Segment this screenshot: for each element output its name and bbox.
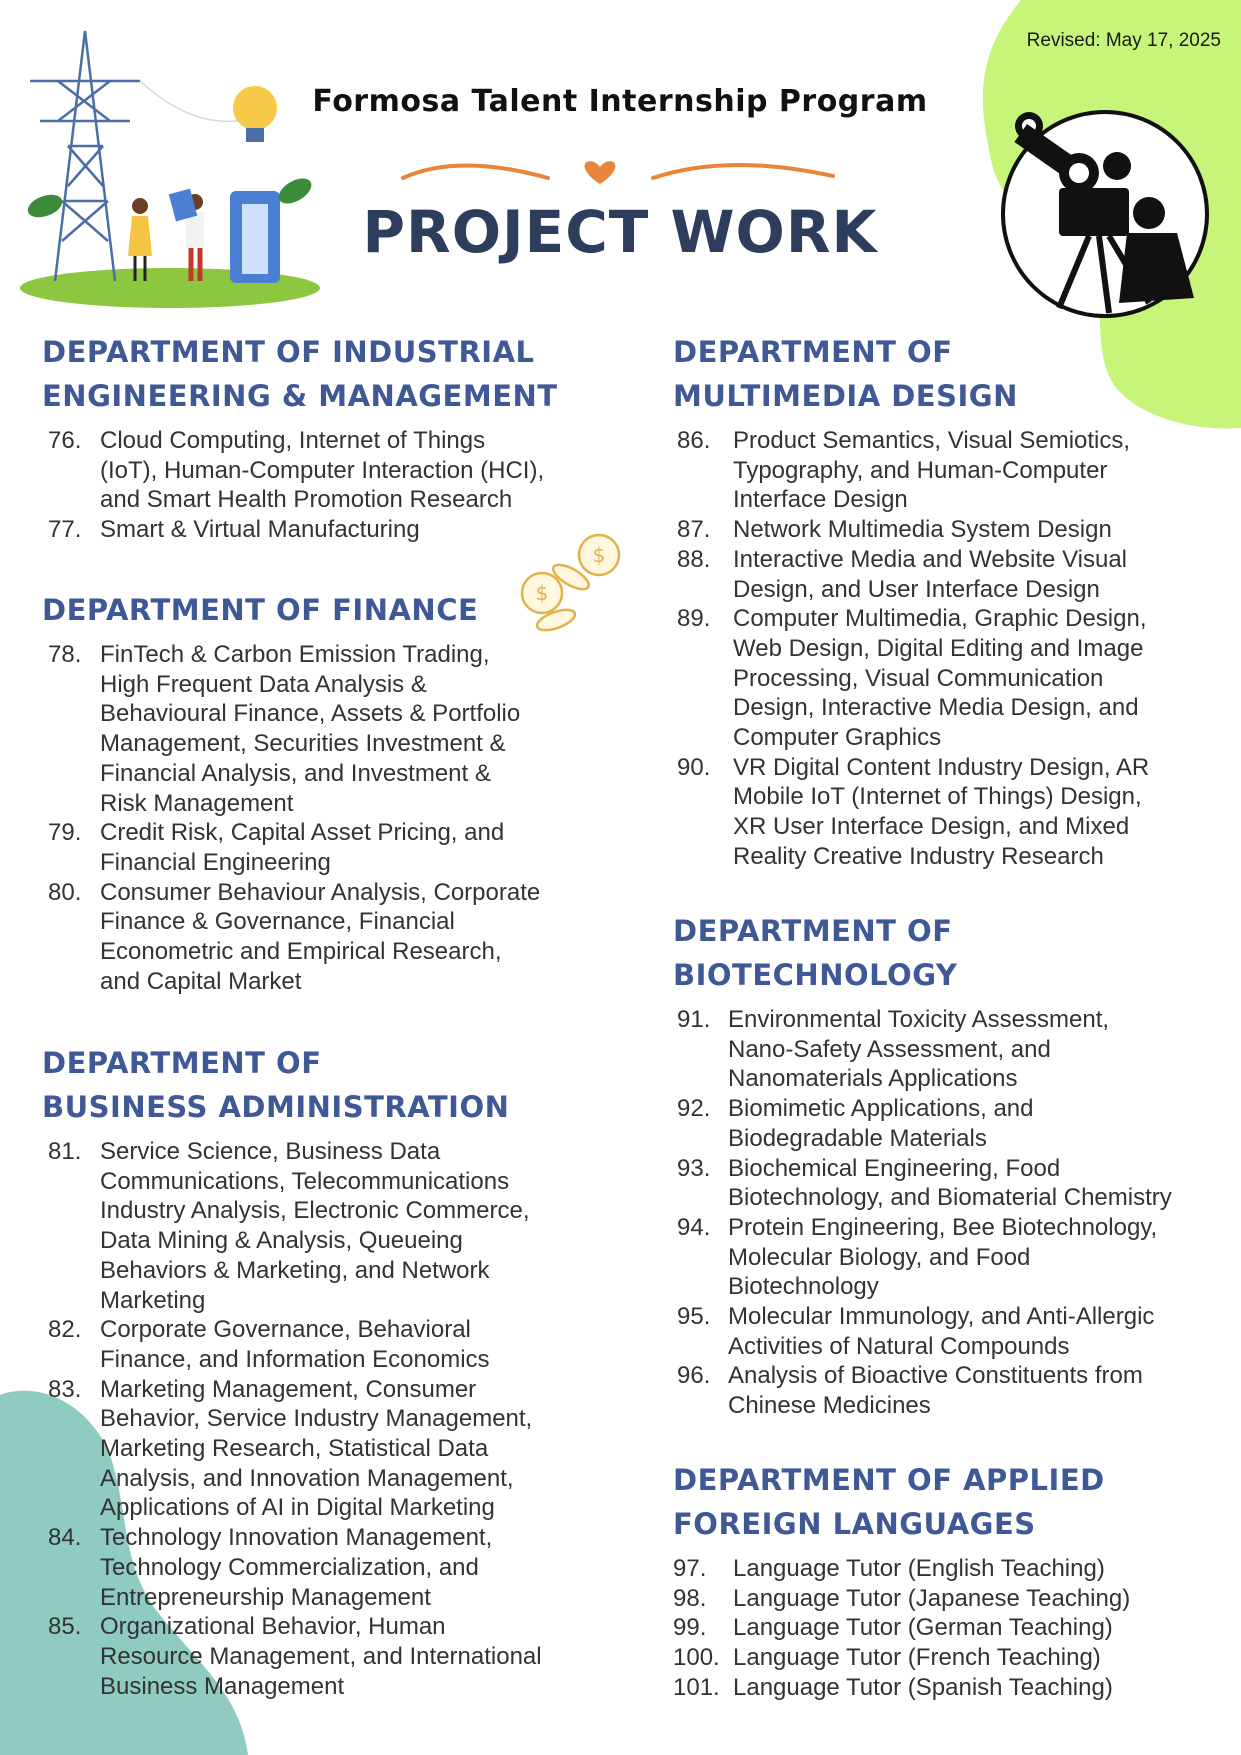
list-item: 88. Interactive Media and Website Visual Design, and User Interface Design (677, 545, 1127, 603)
list-item: 99. Language Tutor (German Teaching) (673, 1614, 1113, 1642)
list-item: 96. Analysis of Bioactive Constituents from Chinese Medicines (677, 1362, 1143, 1420)
list-item: 82. Corporate Governance, Behavioral Finance, and Information Economics (48, 1316, 490, 1373)
dept-heading: DEPARTMENT OF FINANCE (42, 593, 479, 627)
section-applied-foreign-languages (673, 1458, 1213, 1703)
svg-text:$: $ (592, 543, 606, 567)
revised-date: Revised: May 17, 2025 (1026, 30, 1221, 51)
list-item: 83. Marketing Management, Consumer Behavior, Service Industry Management, Marketing Research, Statistical Data Analysis, and Innovation Management, Applications of AI in Digital Marketing (48, 1375, 533, 1522)
section-industrial-engineering (42, 330, 602, 545)
heart-divider (398, 158, 838, 188)
list-item: 84. Technology Innovation Management, Technology Commercialization, and Entrepreneurship Management (48, 1524, 493, 1611)
dept-heading: DEPARTMENT OF BUSINESS ADMINISTRATION (42, 1046, 510, 1124)
section-multimedia-design (673, 330, 1213, 872)
list-item: 100. Language Tutor (French Teaching) (673, 1644, 1101, 1672)
calculator-icon (169, 189, 197, 222)
list-item: 101. Language Tutor (Spanish Teaching) (673, 1673, 1113, 1701)
main-title: PROJECT WORK (362, 198, 878, 266)
list-item: 86. Product Semantics, Visual Semiotics, Typography, and Human-Computer Interface Design (677, 427, 1131, 514)
list-item: 81. Service Science, Business Data Communications, Telecommunications Industry Analysis, Electronic Commerce, Data Mining & Analysis, Queueing Behaviors & Marketing, and Network Marketing (48, 1138, 530, 1314)
list-item: 89. Computer Multimedia, Graphic Design, Web Design, Digital Editing and Image Processing, Visual Communication Design, Interactive Media Design, and Computer Graphics (677, 605, 1147, 752)
section-finance (42, 588, 602, 996)
list-item: 91. Environmental Toxicity Assessment, Nano-Safety Assessment, and Nanomaterials Applications (677, 1006, 1110, 1093)
section-biotechnology (673, 909, 1223, 1421)
list-item: 77. Smart & Virtual Manufacturing (48, 516, 420, 544)
list-item: 94. Protein Engineering, Bee Biotechnology, Molecular Biology, and Food Biotechnology (677, 1213, 1158, 1301)
list-item: 95. Molecular Immunology, and Anti-Allergic Activities of Natural Compounds (677, 1303, 1155, 1360)
list-item: 76. Cloud Computing, Internet of Things (IoT), Human-Computer Interaction (HCI), and Smart Health Promotion Research (48, 427, 545, 514)
dept-heading: DEPARTMENT OF MULTIMEDIA DESIGN (673, 335, 1018, 413)
list-item: 97. Language Tutor (English Teaching) (673, 1555, 1105, 1582)
dept-heading: DEPARTMENT OF BIOTECHNOLOGY (673, 914, 958, 992)
server-icon (230, 191, 280, 283)
list-item: 78. FinTech & Carbon Emission Trading, High Frequent Data Analysis & Behavioural Finance, Assets & Portfolio Management, Securities Investment & Financial Analysis, and Investment & Risk Management (48, 641, 521, 817)
list-item: 85. Organizational Behavior, Human Resource Management, and International Business Management (48, 1613, 542, 1700)
list-item: 80. Consumer Behaviour Analysis, Corporate Finance & Governance, Financial Econometric and Empirical Research, and Capital Market (48, 878, 541, 995)
list-item: 90. VR Digital Content Industry Design, AR Mobile IoT (Internet of Things) Design, XR User Interface Design, and Mixed Reality Creative Industry Research (677, 753, 1150, 870)
list-item: 87. Network Multimedia System Design (677, 516, 1112, 544)
list-item: 92. Biomimetic Applications, and Biodegradable Materials (677, 1095, 1034, 1152)
list-item: 93. Biochemical Engineering, Food Biotechnology, and Biomaterial Chemistry (677, 1154, 1172, 1212)
heart-icon (585, 161, 616, 184)
program-title: Formosa Talent Internship Program (312, 84, 928, 119)
movie-camera-icon (999, 108, 1211, 320)
dept-heading: DEPARTMENT OF APPLIED FOREIGN LANGUAGES (673, 1463, 1105, 1541)
power-tower-illustration (10, 26, 330, 311)
list-item: 79. Credit Risk, Capital Asset Pricing, and Financial Engineering (48, 819, 505, 876)
dept-heading: DEPARTMENT OF INDUSTRIAL ENGINEERING & MANAGEMENT (42, 335, 558, 413)
list-item: 98. Language Tutor (Japanese Teaching) (673, 1584, 1131, 1612)
svg-text:$: $ (535, 581, 549, 605)
section-business-administration (42, 1041, 602, 1701)
